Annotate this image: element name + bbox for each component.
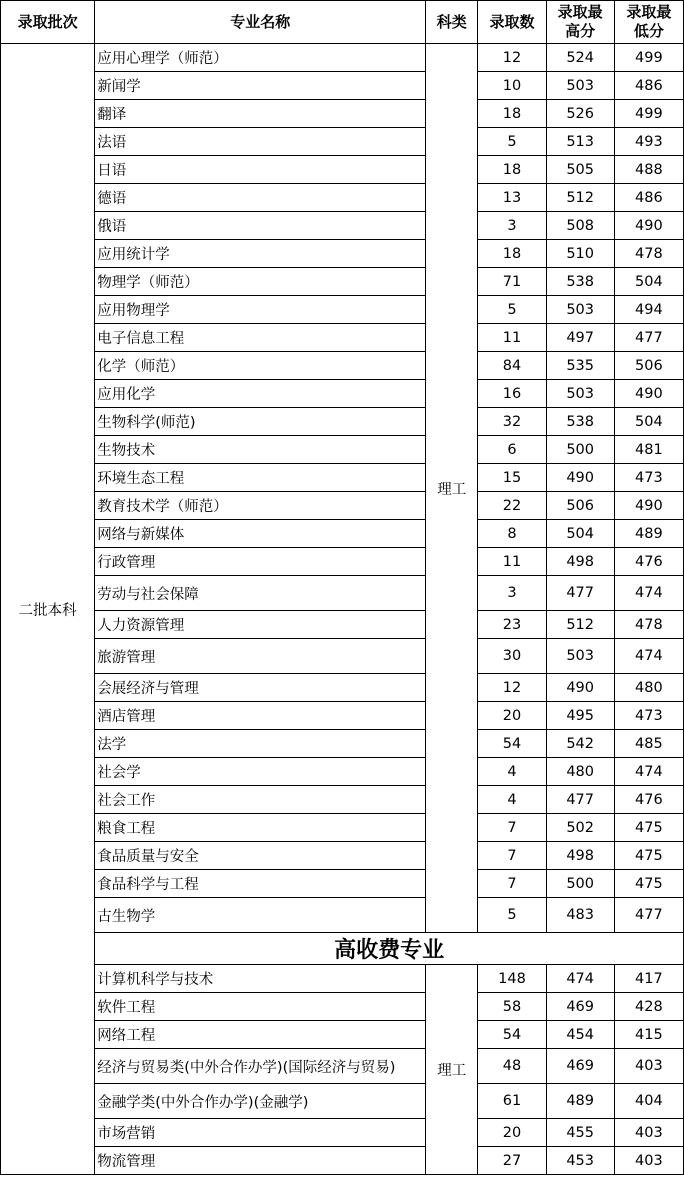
major-name: 生物科学(师范): [95, 408, 426, 436]
count-cell: 12: [478, 674, 546, 702]
min-score-cell: 474: [614, 639, 683, 674]
count-cell: 54: [478, 1021, 546, 1049]
count-cell: 20: [478, 702, 546, 730]
major-name: 物流管理: [95, 1147, 426, 1175]
table-row: [1, 611, 684, 639]
count-cell: 11: [478, 548, 546, 576]
table-row: [1, 1021, 684, 1049]
table-row: [1, 758, 684, 786]
min-score-cell: 488: [614, 156, 683, 184]
max-score-cell: 489: [546, 1084, 614, 1119]
count-cell: 48: [478, 1049, 546, 1084]
min-score-cell: 490: [614, 380, 683, 408]
max-score-cell: 505: [546, 156, 614, 184]
min-score-cell: 417: [614, 965, 683, 993]
min-score-cell: 504: [614, 268, 683, 296]
table-row: [1, 436, 684, 464]
count-cell: 12: [478, 44, 546, 72]
table-row: [1, 842, 684, 870]
count-cell: 4: [478, 758, 546, 786]
major-name: 食品质量与安全: [95, 842, 426, 870]
major-name: 法学: [95, 730, 426, 758]
table-row: [1, 520, 684, 548]
table-row: [1, 464, 684, 492]
table-row: [1, 408, 684, 436]
min-score-cell: 404: [614, 1084, 683, 1119]
table-row: [1, 576, 684, 611]
min-score-cell: 403: [614, 1147, 683, 1175]
major-name: 电子信息工程: [95, 324, 426, 352]
header-major: 专业名称: [95, 1, 426, 44]
count-cell: 3: [478, 576, 546, 611]
max-score-cell: 542: [546, 730, 614, 758]
min-score-cell: 490: [614, 492, 683, 520]
major-name: 市场营销: [95, 1119, 426, 1147]
major-name: 会展经济与管理: [95, 674, 426, 702]
count-cell: 11: [478, 324, 546, 352]
major-name: 经济与贸易类(中外合作办学)(国际经济与贸易): [95, 1049, 426, 1084]
major-name: 古生物学: [95, 898, 426, 933]
max-score-cell: 512: [546, 611, 614, 639]
count-cell: 27: [478, 1147, 546, 1175]
major-name: 化学（师范）: [95, 352, 426, 380]
count-cell: 18: [478, 100, 546, 128]
max-score-cell: 506: [546, 492, 614, 520]
major-name: 食品科学与工程: [95, 870, 426, 898]
max-score-cell: 500: [546, 436, 614, 464]
major-name: 旅游管理: [95, 639, 426, 674]
count-cell: 58: [478, 993, 546, 1021]
header-category: 科类: [426, 1, 478, 44]
table-row: [1, 240, 684, 268]
count-cell: 7: [478, 842, 546, 870]
category-cell: 理工: [426, 965, 478, 1175]
table-row: [1, 324, 684, 352]
max-score-cell: 474: [546, 965, 614, 993]
header-count: 录取数: [478, 1, 546, 44]
max-score-cell: 500: [546, 870, 614, 898]
count-cell: 15: [478, 464, 546, 492]
major-name: 软件工程: [95, 993, 426, 1021]
major-name: 生物技术: [95, 436, 426, 464]
max-score-cell: 503: [546, 296, 614, 324]
major-name: 酒店管理: [95, 702, 426, 730]
max-score-cell: 502: [546, 814, 614, 842]
count-cell: 148: [478, 965, 546, 993]
major-name: 计算机科学与技术: [95, 965, 426, 993]
min-score-cell: 490: [614, 212, 683, 240]
table-row: [1, 1084, 684, 1119]
min-score-cell: 486: [614, 72, 683, 100]
table-row: [1, 898, 684, 933]
category-cell: 理工: [426, 44, 478, 933]
min-score-cell: 473: [614, 702, 683, 730]
max-score-cell: 524: [546, 44, 614, 72]
header-batch: 录取批次: [1, 1, 95, 44]
major-name: 德语: [95, 184, 426, 212]
min-score-cell: 499: [614, 100, 683, 128]
table-row: [1, 100, 684, 128]
table-row: [1, 492, 684, 520]
max-score-cell: 469: [546, 993, 614, 1021]
major-name: 俄语: [95, 212, 426, 240]
max-score-cell: 490: [546, 674, 614, 702]
header-max-score: 录取最 高分: [546, 1, 614, 44]
count-cell: 4: [478, 786, 546, 814]
min-score-cell: 486: [614, 184, 683, 212]
major-name: 社会工作: [95, 786, 426, 814]
table-row: [1, 72, 684, 100]
count-cell: 61: [478, 1084, 546, 1119]
max-score-cell: 453: [546, 1147, 614, 1175]
major-name: 行政管理: [95, 548, 426, 576]
major-name: 社会学: [95, 758, 426, 786]
major-name: 翻译: [95, 100, 426, 128]
major-name: 应用化学: [95, 380, 426, 408]
batch-cell: 二批本科: [1, 44, 95, 1175]
major-name: 新闻学: [95, 72, 426, 100]
major-name: 应用统计学: [95, 240, 426, 268]
min-score-cell: 475: [614, 870, 683, 898]
max-score-cell: 455: [546, 1119, 614, 1147]
max-score-cell: 490: [546, 464, 614, 492]
table-row: [1, 212, 684, 240]
max-score-cell: 483: [546, 898, 614, 933]
min-score-cell: 504: [614, 408, 683, 436]
min-score-cell: 474: [614, 758, 683, 786]
max-score-cell: 512: [546, 184, 614, 212]
min-score-cell: 403: [614, 1049, 683, 1084]
major-name: 粮食工程: [95, 814, 426, 842]
table-row: [1, 814, 684, 842]
table-row: [1, 786, 684, 814]
min-score-cell: 499: [614, 44, 683, 72]
max-score-cell: 526: [546, 100, 614, 128]
max-score-cell: 503: [546, 639, 614, 674]
table-row: [1, 674, 684, 702]
max-score-cell: 510: [546, 240, 614, 268]
count-cell: 18: [478, 156, 546, 184]
min-score-cell: 475: [614, 814, 683, 842]
max-score-cell: 513: [546, 128, 614, 156]
major-name: 网络与新媒体: [95, 520, 426, 548]
min-score-cell: 475: [614, 842, 683, 870]
max-score-cell: 498: [546, 842, 614, 870]
max-score-cell: 495: [546, 702, 614, 730]
table-row: [1, 156, 684, 184]
table-row: [1, 639, 684, 674]
major-name: 应用心理学（师范）: [95, 44, 426, 72]
section-title: 高收费专业: [95, 933, 684, 965]
max-score-cell: 480: [546, 758, 614, 786]
major-name: 日语: [95, 156, 426, 184]
count-cell: 30: [478, 639, 546, 674]
min-score-cell: 477: [614, 898, 683, 933]
min-score-cell: 476: [614, 786, 683, 814]
section-row: [1, 933, 684, 965]
count-cell: 10: [478, 72, 546, 100]
count-cell: 16: [478, 380, 546, 408]
max-score-cell: 498: [546, 548, 614, 576]
max-score-cell: 508: [546, 212, 614, 240]
major-name: 法语: [95, 128, 426, 156]
major-name: 网络工程: [95, 1021, 426, 1049]
min-score-cell: 494: [614, 296, 683, 324]
table-row: [1, 1147, 684, 1175]
max-score-cell: 477: [546, 786, 614, 814]
min-score-cell: 478: [614, 611, 683, 639]
major-name: 应用物理学: [95, 296, 426, 324]
max-score-cell: 454: [546, 1021, 614, 1049]
table-row: [1, 993, 684, 1021]
table-row: [1, 128, 684, 156]
max-score-cell: 497: [546, 324, 614, 352]
count-cell: 5: [478, 128, 546, 156]
min-score-cell: 477: [614, 324, 683, 352]
min-score-cell: 403: [614, 1119, 683, 1147]
min-score-cell: 506: [614, 352, 683, 380]
major-name: 劳动与社会保障: [95, 576, 426, 611]
major-name: 物理学（师范）: [95, 268, 426, 296]
table-row: [1, 548, 684, 576]
min-score-cell: 415: [614, 1021, 683, 1049]
max-score-cell: 477: [546, 576, 614, 611]
major-name: 金融学类(中外合作办学)(金融学): [95, 1084, 426, 1119]
count-cell: 20: [478, 1119, 546, 1147]
major-name: 人力资源管理: [95, 611, 426, 639]
table-row: [1, 702, 684, 730]
count-cell: 54: [478, 730, 546, 758]
count-cell: 5: [478, 898, 546, 933]
min-score-cell: 485: [614, 730, 683, 758]
count-cell: 7: [478, 814, 546, 842]
min-score-cell: 476: [614, 548, 683, 576]
min-score-cell: 480: [614, 674, 683, 702]
max-score-cell: 503: [546, 72, 614, 100]
min-score-cell: 428: [614, 993, 683, 1021]
max-score-cell: 538: [546, 408, 614, 436]
count-cell: 18: [478, 240, 546, 268]
min-score-cell: 474: [614, 576, 683, 611]
table-row: [1, 44, 684, 72]
max-score-cell: 535: [546, 352, 614, 380]
max-score-cell: 503: [546, 380, 614, 408]
count-cell: 32: [478, 408, 546, 436]
table-row: [1, 1049, 684, 1084]
count-cell: 5: [478, 296, 546, 324]
max-score-cell: 469: [546, 1049, 614, 1084]
header-min-score: 录取最 低分: [614, 1, 683, 44]
count-cell: 13: [478, 184, 546, 212]
major-name: 环境生态工程: [95, 464, 426, 492]
max-score-cell: 538: [546, 268, 614, 296]
count-cell: 7: [478, 870, 546, 898]
count-cell: 3: [478, 212, 546, 240]
count-cell: 84: [478, 352, 546, 380]
count-cell: 8: [478, 520, 546, 548]
count-cell: 6: [478, 436, 546, 464]
header-row: [1, 1, 684, 44]
table-row: [1, 184, 684, 212]
table-row: [1, 730, 684, 758]
max-score-cell: 504: [546, 520, 614, 548]
table-row: [1, 296, 684, 324]
table-row: [1, 870, 684, 898]
min-score-cell: 493: [614, 128, 683, 156]
count-cell: 23: [478, 611, 546, 639]
table-row: [1, 1119, 684, 1147]
major-name: 教育技术学（师范）: [95, 492, 426, 520]
table-row: [1, 268, 684, 296]
table-row: [1, 380, 684, 408]
count-cell: 71: [478, 268, 546, 296]
min-score-cell: 473: [614, 464, 683, 492]
table-row: [1, 965, 684, 993]
count-cell: 22: [478, 492, 546, 520]
table-row: [1, 352, 684, 380]
min-score-cell: 489: [614, 520, 683, 548]
min-score-cell: 481: [614, 436, 683, 464]
min-score-cell: 478: [614, 240, 683, 268]
